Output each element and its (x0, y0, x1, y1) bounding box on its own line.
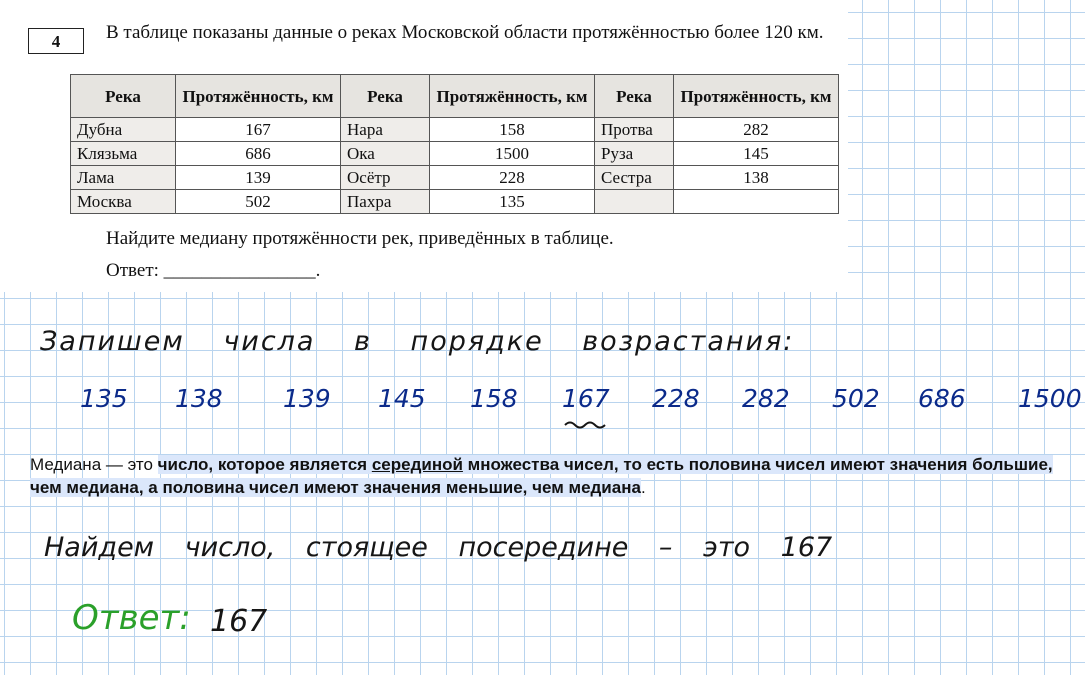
river-name: Осётр (341, 166, 430, 190)
median-underline-squiggle (563, 418, 609, 430)
river-name: Протва (595, 118, 674, 142)
table-row (71, 190, 839, 214)
sorted-number: 228 (652, 384, 700, 413)
table-row (71, 166, 839, 190)
river-name: Клязьма (71, 142, 176, 166)
sorted-number-median: 167 (562, 384, 610, 413)
sorted-number: 138 (175, 384, 223, 413)
table-header-row (71, 75, 839, 118)
river-name: Нара (341, 118, 430, 142)
river-name: Руза (595, 142, 674, 166)
header-length-3: Протяжённость, км (674, 75, 839, 118)
header-river-2: Река (341, 75, 430, 118)
header-length-2: Протяжённость, км (430, 75, 595, 118)
sorted-number: 135 (80, 384, 128, 413)
sorted-number: 145 (378, 384, 426, 413)
definition-intro: Медиана — это (30, 455, 158, 474)
task-condition: В таблице показаны данные о реках Московской области протяжённостью более 120 км. (106, 22, 824, 43)
sorted-number: 139 (283, 384, 331, 413)
solution-step-2: Найдем число, стоящее посередине – это 167 (44, 532, 833, 563)
river-length: 158 (430, 118, 595, 142)
sorted-numbers (80, 384, 1080, 420)
river-length: 135 (430, 190, 595, 214)
sorted-number: 1500 (1018, 384, 1082, 413)
definition-part-b: множества чисел, то есть половина чисел имеют значения большие, чем медиана, а половина чисел имеют значения меньшие, чем медиана (30, 455, 1053, 497)
river-name: Сестра (595, 166, 674, 190)
river-length: 502 (176, 190, 341, 214)
table-row (71, 118, 839, 142)
sorted-number: 158 (470, 384, 518, 413)
river-length (674, 190, 839, 214)
river-length: 282 (674, 118, 839, 142)
header-length-1: Протяжённость, км (176, 75, 341, 118)
definition-end: . (640, 478, 646, 497)
task-number: 4 (28, 28, 84, 54)
final-answer-label: Ответ: (72, 598, 191, 638)
answer-blank: Ответ: ________________. (106, 260, 321, 281)
river-length: 138 (674, 166, 839, 190)
definition-keyword: серединой (371, 455, 463, 474)
river-name: Дубна (71, 118, 176, 142)
river-name: Москва (71, 190, 176, 214)
sorted-number: 282 (742, 384, 790, 413)
river-length: 228 (430, 166, 595, 190)
river-length: 139 (176, 166, 341, 190)
sorted-number: 502 (832, 384, 880, 413)
table-row (71, 142, 839, 166)
task-block (0, 0, 848, 292)
river-name (595, 190, 674, 214)
river-length: 145 (674, 142, 839, 166)
river-name: Пахра (341, 190, 430, 214)
final-answer-value: 167 (210, 604, 268, 639)
river-length: 1500 (430, 142, 595, 166)
sorted-number: 686 (918, 384, 966, 413)
header-river-1: Река (71, 75, 176, 118)
river-length: 167 (176, 118, 341, 142)
task-question: Найдите медиану протяжённости рек, приведённых в таблице. (106, 228, 614, 249)
solution-step-1: Запишем числа в порядке возрастания: (40, 326, 795, 357)
median-definition (30, 453, 1060, 499)
header-river-3: Река (595, 75, 674, 118)
river-name: Лама (71, 166, 176, 190)
definition-highlight (30, 455, 1053, 497)
rivers-table (70, 74, 839, 214)
river-name: Ока (341, 142, 430, 166)
definition-part-a: число, которое является (157, 455, 372, 474)
river-length: 686 (176, 142, 341, 166)
